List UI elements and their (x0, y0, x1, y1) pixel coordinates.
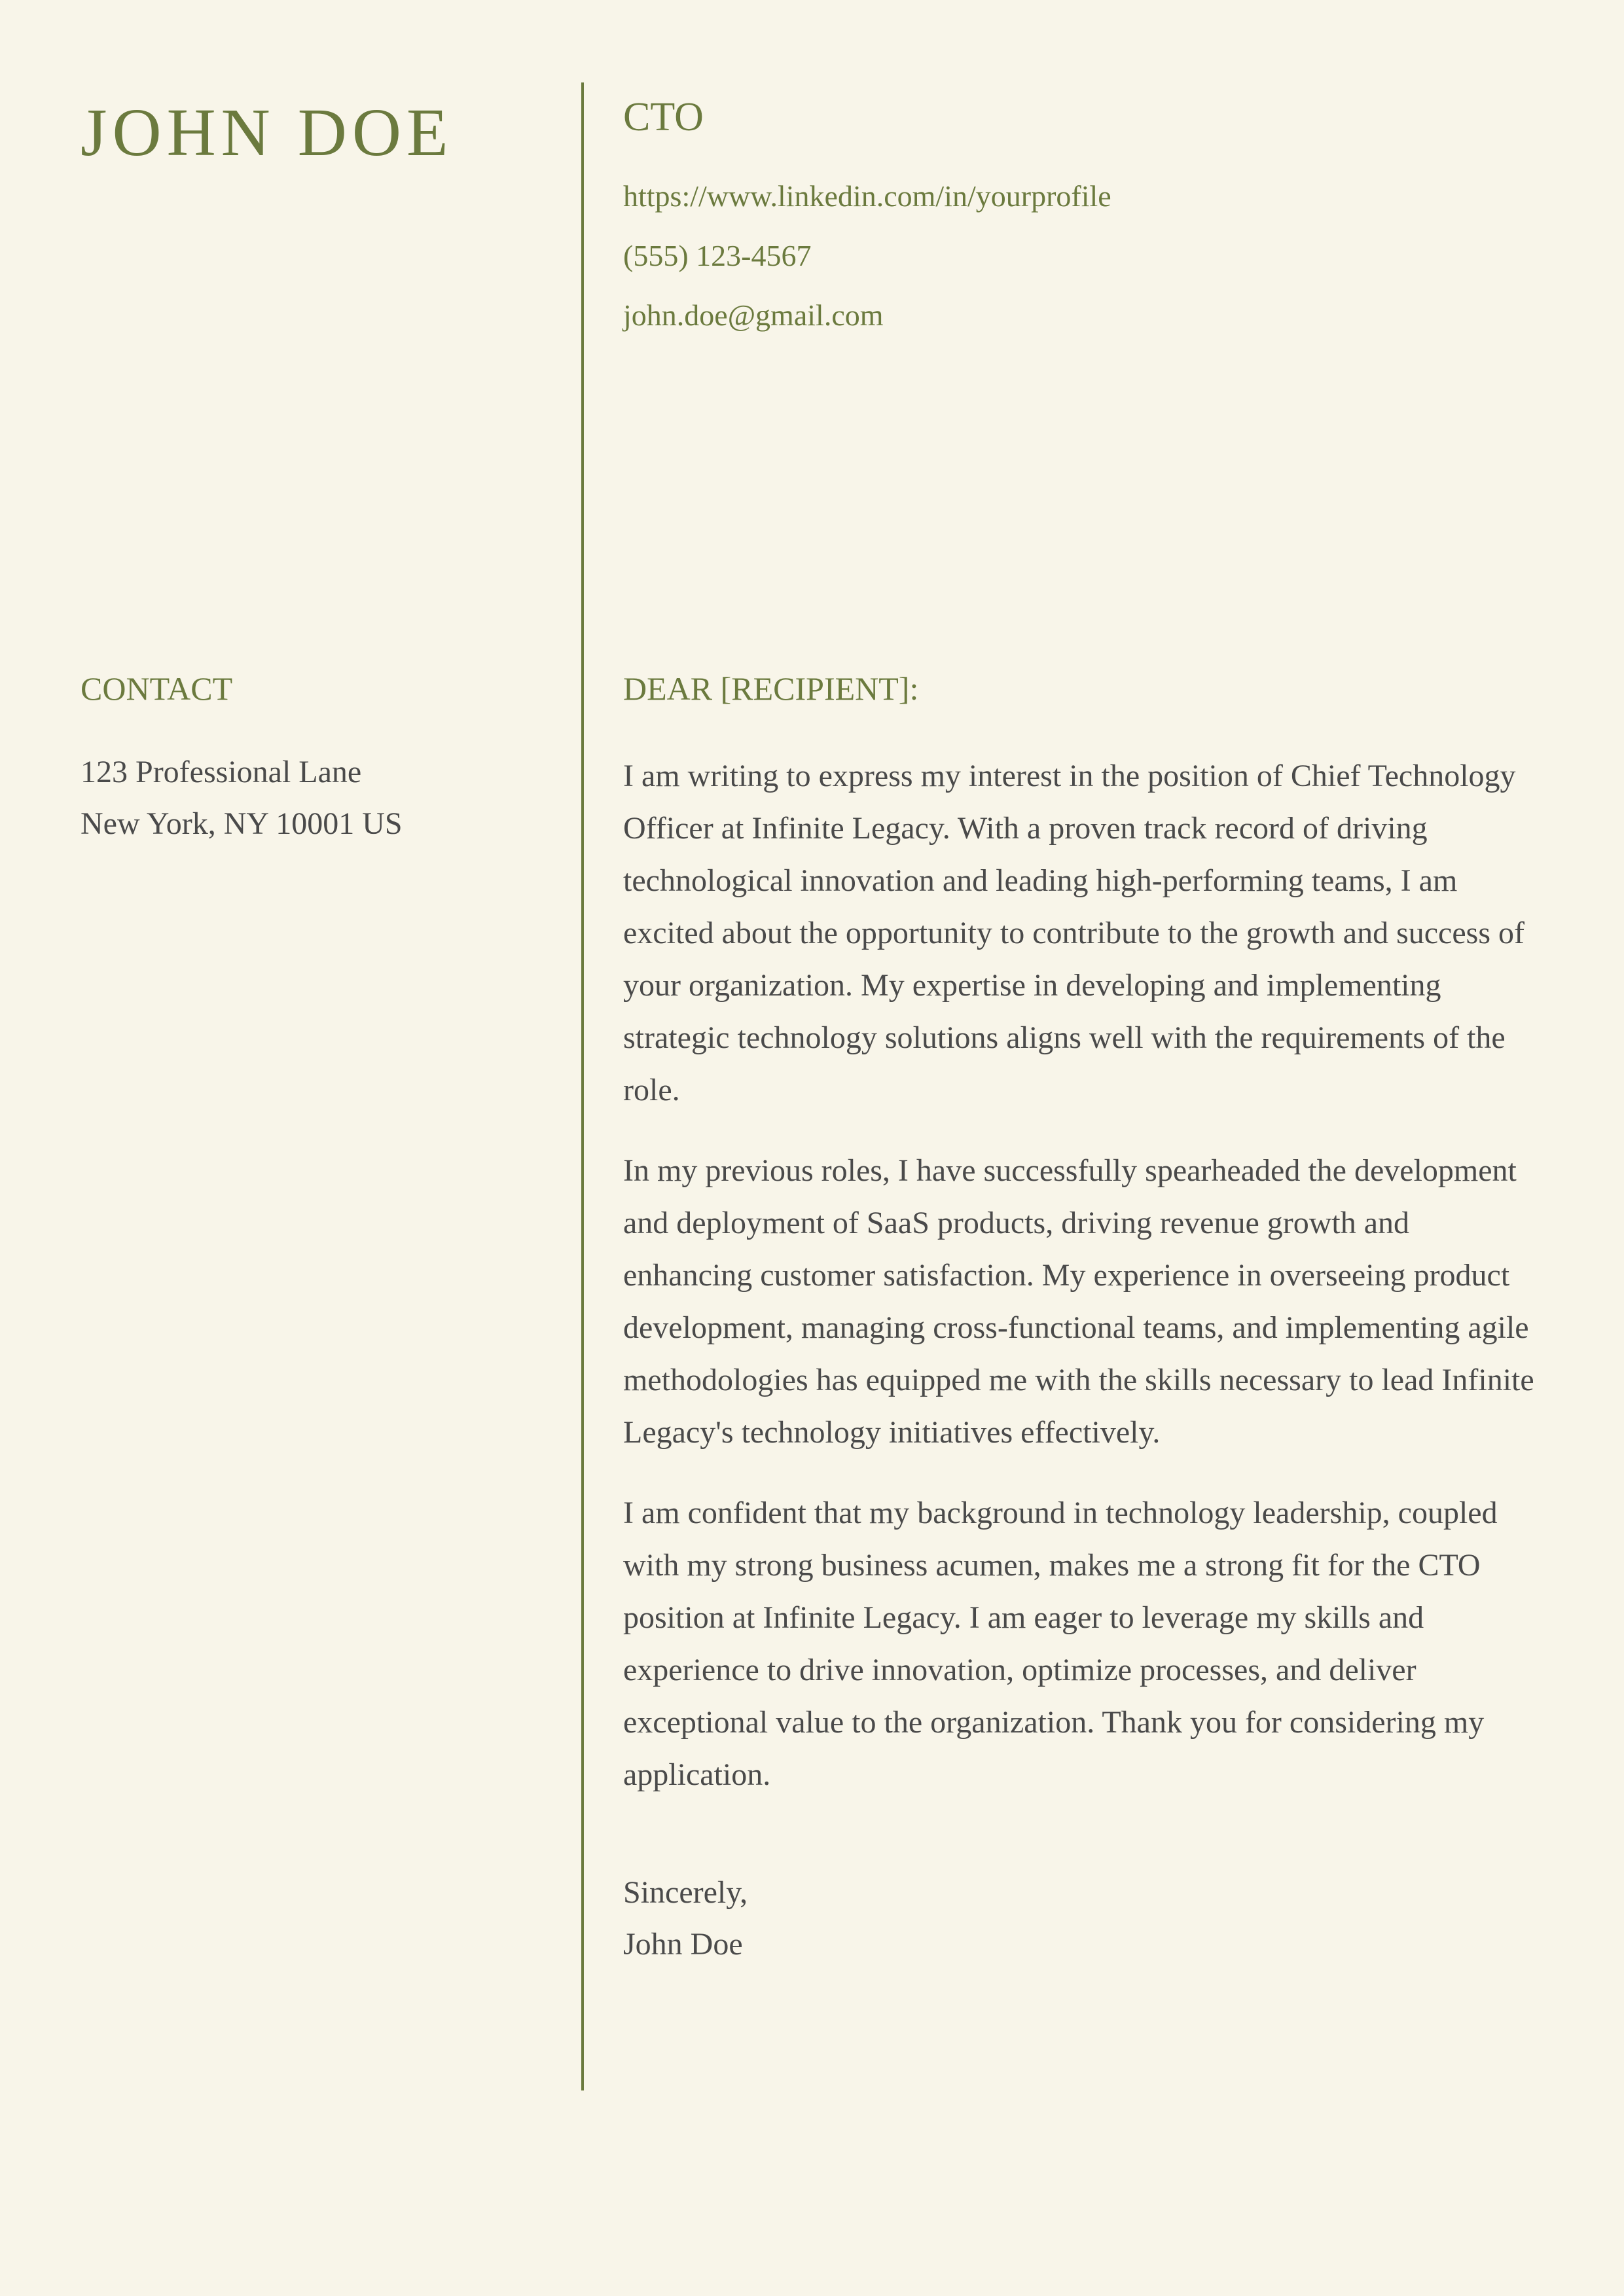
paragraph-1: I am writing to express my interest in the position of Chief Technology Officer at Infinite Legacy. With a proven track record of driving technological innovation and leading high-performing teams, I am excited about the opportunity to contribute to the growth and success of your organization. My expertise in developing and implementing strategic technology solutions aligns well with the requirements of the role. (623, 759, 1525, 1107)
closing-phrase: Sincerely, (623, 1875, 748, 1910)
address-block (81, 746, 403, 850)
applicant-name: JOHN DOE (81, 95, 454, 170)
paragraph-3: I am confident that my background in technology leadership, coupled with my strong business acumen, makes me a strong fit for the CTO position at Infinite Legacy. I am eager to leverage my skills and experience to drive innovation, optimize processes, and deliver exceptional value to the organization. Thank you for considering my application. (623, 1496, 1498, 1792)
column-divider (581, 82, 584, 2090)
address-line-1: 123 Professional Lane (81, 755, 362, 789)
address-line-2: New York, NY 10001 US (81, 806, 403, 841)
email-address[interactable]: john.doe@gmail.com (623, 298, 884, 332)
contact-heading: CONTACT (81, 670, 233, 707)
paragraph-2: In my previous roles, I have successfully spearheaded the development and deployment of SaaS products, driving revenue growth and enhancing customer satisfaction. My experience in overseeing product development, managing cross-functional teams, and implementing agile methodologies has equipped me with the skills necessary to lead Infinite Legacy's technology initiatives effectively. (623, 1153, 1534, 1450)
contact-details (623, 166, 1111, 345)
linkedin-link[interactable]: https://www.linkedin.com/in/yourprofile (623, 179, 1111, 213)
phone-number: (555) 123-4567 (623, 239, 812, 272)
closing-block (623, 1867, 1540, 1970)
letter-body (623, 750, 1540, 1970)
job-title: CTO (623, 95, 704, 139)
signature: John Doe (623, 1927, 743, 1962)
salutation: DEAR [RECIPIENT]: (623, 670, 919, 707)
